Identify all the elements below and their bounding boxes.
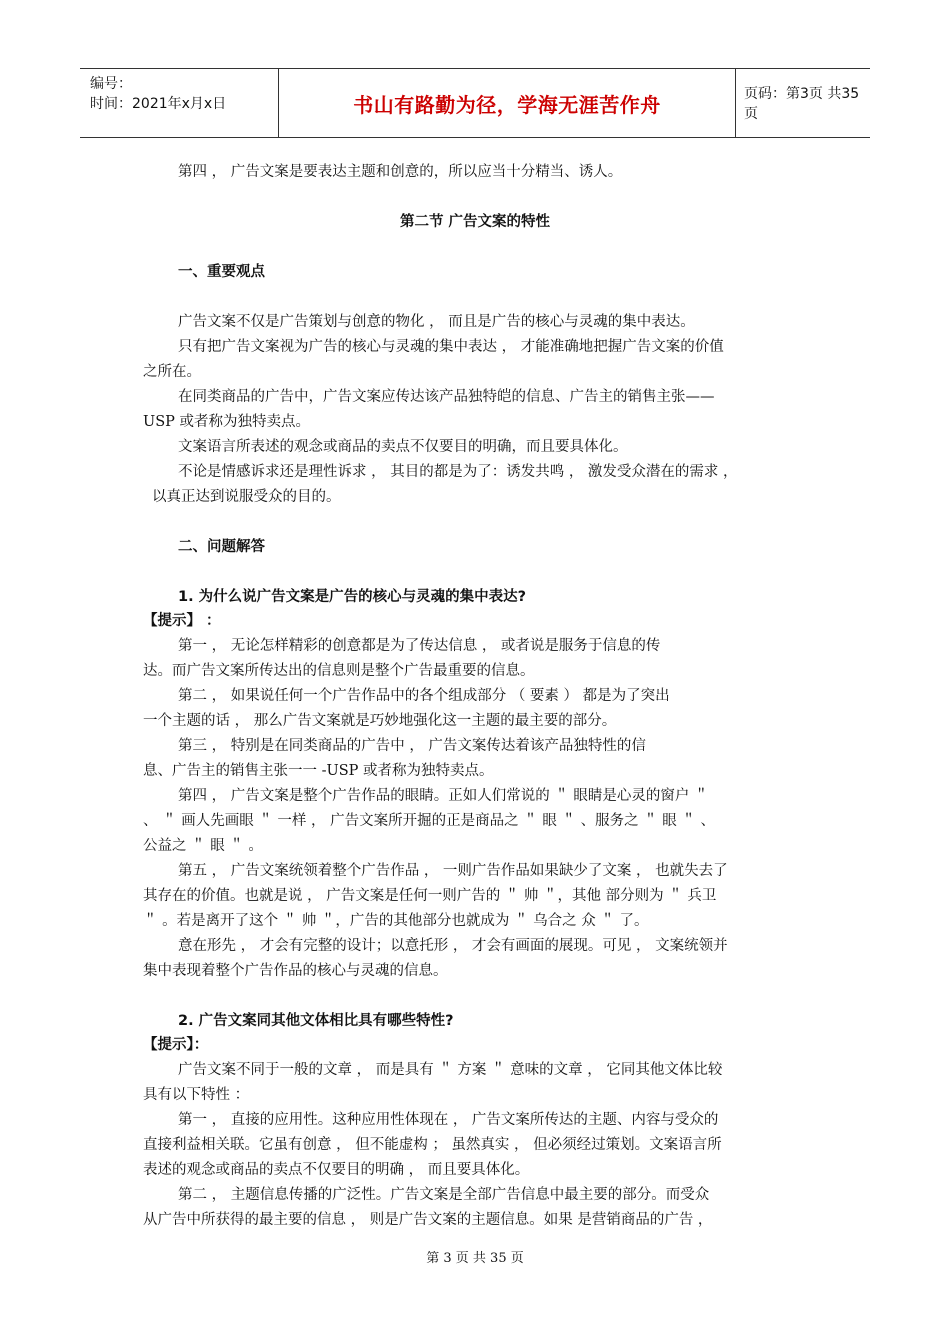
paragraph-line: 其存在的价值。也就是说 ， 广告文案是任何一则广告的 ＂ 帅 ＂，其他 部分则为 ＂ 兵卫 — [143, 888, 717, 904]
heading-key-points: 一、重要观点 — [178, 264, 265, 280]
paragraph-line: 意在形先 ， 才会有完整的设计；以意托形 ， 才会有画面的展现。可见 ， 文案统领并 — [178, 938, 728, 954]
paragraph-line: 只有把广告文案视为广告的核心与灵魂的集中表达 ， 才能准确地把握广告文案的价值 — [178, 339, 724, 355]
header-time: 时间：2021年x月x日 — [90, 96, 227, 112]
paragraph-line: 公益之 ＂ 眼 ＂ 。 — [143, 838, 263, 854]
paragraph-line: 之所在。 — [143, 364, 201, 380]
paragraph-line: 第二 ， 如果说任何一个广告作品中的各个组成部分 （ 要素 ） 都是为了突出 — [178, 688, 670, 704]
hint-label: 【提示】： — [143, 1037, 209, 1053]
paragraph-line: 表述的观念或商品的卖点不仅要目的明确 ， 而且要具体化。 — [143, 1162, 530, 1178]
paragraph-line: 第一 ， 无论怎样精彩的创意都是为了传达信息 ， 或者说是服务于信息的传 — [178, 638, 661, 654]
paragraph-line: 第四 ， 广告文案是整个广告作品的眼睛。正如人们常说的 ＂ 眼睛是心灵的窗户 ＂ — [178, 788, 709, 804]
header-page: 页码：第3页 共35页 — [744, 86, 860, 122]
paragraph-line: 第三 ， 特别是在同类商品的广告中 ， 广告文案传达着该产品独特性的信 — [178, 738, 646, 754]
paragraph-line: 第五 ， 广告文案统领着整个广告作品 ， 一则广告作品如果缺少了文案 ， 也就失去了 — [178, 863, 728, 879]
paragraph-line: 在同类商品的广告中，广告文案应传达该产品独特皑的信息、广告主的销售主张—— — [178, 389, 715, 405]
page-footer: 第 3 页 共 35 页 — [426, 1251, 524, 1266]
paragraph-line: 第二 ， 主题信息传播的广泛性。广告文案是全部广告信息中最主要的部分。而受众 — [178, 1187, 710, 1203]
hint-label: 【提示】 ： — [143, 613, 221, 629]
paragraph-line: 以真正达到说服受众的目的。 — [152, 489, 341, 505]
paragraph-line: 文案语言所表述的观念或商品的卖点不仅要目的明确，而且要具体化。 — [178, 439, 628, 455]
paragraph-line: 不论是情感诉求还是理性诉求 ， 其目的都是为了：诱发共鸣 ， 激发受众潜在的需求 ， — [178, 464, 738, 480]
paragraph-line: 广告文案不仅是广告策划与创意的物化 ， 而且是广告的核心与灵魂的集中表达。 — [178, 314, 695, 330]
paragraph-line: 一个主题的话 ， 那么广告文案就是巧妙地强化这一主题的最主要的部分。 — [143, 713, 617, 729]
header-meta — [80, 69, 279, 137]
question-2: 2. 广告文案同其他文体相比具有哪些特性? — [178, 1013, 454, 1029]
paragraph-line: 达。而广告文案所传达出的信息则是整个广告最重要的信息。 — [143, 663, 535, 679]
header-motto-cell — [279, 69, 736, 137]
page-header — [80, 68, 870, 138]
paragraph-line: ＂ 。若是离开了这个 ＂ 帅 ＂，广告的其他部分也就成为 ＂ 乌合之 众 ＂ 了。 — [143, 913, 649, 929]
paragraph-line: 直接利益相关联。它虽有创意 ， 但不能虚构 ； 虽然真实 ， 但必须经过策划。文案语言所 — [143, 1137, 722, 1153]
paragraph-line: 集中表现着整个广告作品的核心与灵魂的信息。 — [143, 963, 448, 979]
paragraph-line: 息、广告主的销售主张一一 -USP 或者称为独特卖点。 — [143, 763, 494, 779]
section-title: 第二节 广告文案的特性 — [399, 214, 551, 230]
question-1: 1. 为什么说广告文案是广告的核心与灵魂的集中表达? — [178, 589, 527, 605]
paragraph-line: USP 或者称为独特卖点。 — [143, 414, 311, 430]
paragraph-line: 第一 ， 直接的应用性。这种应用性体现在 ， 广告文案所传达的主题、内容与受众的 — [178, 1112, 719, 1128]
paragraph-line: 广告文案不同于一般的文章 ， 而是具有 ＂ 方案 ＂ 意味的文章 ， 它同其他文体比较 — [178, 1062, 723, 1078]
header-motto: 书山有路勤为径，学海无涯苦作舟 — [353, 92, 661, 117]
paragraph-line: 第四 ， 广告文案是要表达主题和创意的，所以应当十分精当、诱人。 — [178, 164, 623, 180]
header-number: 编号： — [90, 76, 132, 92]
paragraph-line: 从广告中所获得的最主要的信息 ， 则是广告文案的主题信息。如果 是营销商品的广告 ， — [143, 1212, 713, 1228]
paragraph-line: 、 ＂ 画人先画眼 ＂ 一样 ， 广告文案所开掘的正是商品之 ＂ 眼 ＂ 、服务之 ＂ 眼 ＂ 、 — [143, 813, 716, 829]
heading-qa: 二、问题解答 — [178, 539, 265, 555]
paragraph-line: 具有以下特性 ： — [143, 1087, 250, 1103]
